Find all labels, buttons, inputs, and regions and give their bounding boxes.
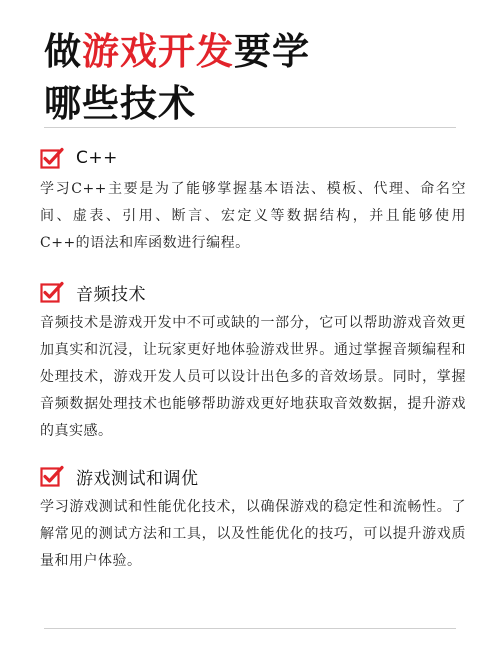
- section-heading: [40, 464, 466, 488]
- section-heading-text: 游戏测试和调优: [76, 468, 199, 489]
- section-body: 学习C++主要是为了能够掌握基本语法、模板、代理、命名空间、虚表、引用、断言、宏定义等数据结构，并且能够使用C++的语法和库函数进行编程。: [40, 181, 466, 251]
- top-divider: [44, 127, 456, 128]
- title-prefix: 做: [44, 30, 82, 73]
- section-heading: [40, 146, 466, 170]
- section-body: 音频技术是游戏开发中不可或缺的一部分，它可以帮助游戏音效更加真实和沉浸，让玩家更好地体验游戏世界。通过掌握音频编程和处理技术，游戏开发人员可以设计出色多的音效场景。同时，掌握音频数据处理技术也能够帮助游戏更好地获取音效数据，提升游戏的真实感。: [40, 315, 466, 439]
- bottom-divider: [44, 628, 456, 629]
- section-heading: [40, 280, 466, 304]
- checkbox-checked-icon: [40, 281, 64, 303]
- checkbox-checked-icon: [40, 465, 64, 487]
- section-cpp: [40, 146, 466, 257]
- section-heading-text: C++: [76, 148, 118, 168]
- page-title: [44, 26, 310, 130]
- section-audio: [40, 280, 466, 445]
- checkbox-checked-icon: [40, 147, 64, 169]
- section-body: 学习游戏测试和性能优化技术，以确保游戏的稳定性和流畅性。了解常见的测试方法和工具，以及性能优化的技巧，可以提升游戏质量和用户体验。: [40, 499, 466, 569]
- title-line-2: 哪些技术: [44, 82, 196, 125]
- title-highlight: 游戏开发: [82, 30, 234, 73]
- title-line-1: [44, 26, 310, 78]
- section-heading-text: 音频技术: [76, 284, 146, 305]
- section-testing: [40, 464, 466, 575]
- title-suffix: 要学: [234, 30, 310, 73]
